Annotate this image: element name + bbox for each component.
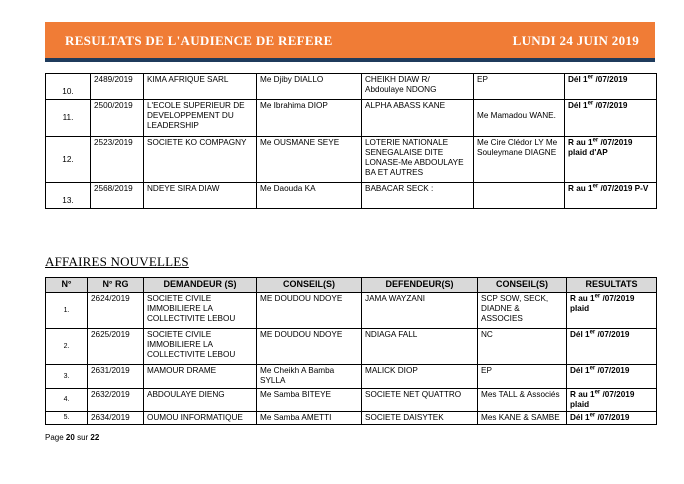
result: Dél 1er /07/2019	[567, 412, 657, 425]
total-pages: 22	[90, 433, 100, 442]
plaintiff-counsel: Me Djiby DIALLO	[257, 74, 362, 100]
defendant: MALICK DIOP	[362, 365, 478, 389]
plaintiff: MAMOUR DRAME	[144, 365, 257, 389]
page-footer	[45, 433, 99, 442]
hearing-date: LUNDI 24 JUIN 2019	[512, 33, 639, 48]
defendant: LOTERIE NATIONALE SENEGALAISE DITE LONASE-Me ABDOULAYE BA ET AUTRES	[362, 137, 474, 183]
defendant: ALPHA ABASS KANE	[362, 100, 474, 137]
plaintiff: SOCIETE CIVILE IMMOBILIERE LA COLLECTIVITE LEBOU	[144, 293, 257, 329]
defendant: JAMA WAYZANI	[362, 293, 478, 329]
defendant: SOCIETE DAISYTEK	[362, 412, 478, 425]
plaintiff-counsel: Me Ibrahima DIOP	[257, 100, 362, 137]
previous-cases-table	[45, 73, 657, 209]
table-row	[46, 74, 657, 100]
rg-number: 2632/2019	[88, 389, 144, 412]
result: Dél 1er /07/2019	[565, 100, 657, 137]
table-row	[46, 389, 657, 412]
rg-number: 2631/2019	[88, 365, 144, 389]
plaintiff: OUMOU INFORMATIQUE	[144, 412, 257, 425]
plaintiff-counsel: Me Daouda KA	[257, 183, 362, 209]
plaintiff: NDEYE SIRA DIAW	[144, 183, 257, 209]
plaintiff-counsel: ME DOUDOU NDOYE	[257, 329, 362, 365]
case-number: 4.	[46, 389, 88, 412]
defendant-counsel: Me Cire Clédor LY Me Souleymane DIAGNE	[474, 137, 565, 183]
column-header-rg: N° RG	[88, 278, 144, 293]
defendant: SOCIETE NET QUATTRO	[362, 389, 478, 412]
case-number: 10.	[46, 74, 91, 100]
table-header-row	[46, 278, 657, 293]
defendant-counsel	[474, 183, 565, 209]
defendant-counsel: Me Mamadou WANE.	[474, 100, 565, 137]
plaintiff-counsel: Me Samba BITEYE	[257, 389, 362, 412]
table-row	[46, 329, 657, 365]
defendant: BABACAR SECK :	[362, 183, 474, 209]
of-label: sur	[77, 433, 89, 442]
table-row	[46, 183, 657, 209]
rg-number: 2568/2019	[91, 183, 144, 209]
rg-number: 2500/2019	[91, 100, 144, 137]
result: R au 1er /07/2019 plaid d'AP	[565, 137, 657, 183]
table-row	[46, 365, 657, 389]
result: Dél 1er /07/2019	[565, 74, 657, 100]
result: R au 1er /07/2019 plaid	[567, 293, 657, 329]
new-cases-table	[45, 277, 657, 425]
column-header-defendant: DEFENDEUR(S)	[362, 278, 478, 293]
defendant-counsel: Mes TALL & Associés	[478, 389, 567, 412]
column-header-results: RESULTATS	[567, 278, 657, 293]
rg-number: 2624/2019	[88, 293, 144, 329]
plaintiff-counsel: Me OUSMANE SEYE	[257, 137, 362, 183]
defendant-counsel: NC	[478, 329, 567, 365]
case-number: 13.	[46, 183, 91, 209]
case-number: 11.	[46, 100, 91, 137]
column-header-number: N°	[46, 278, 88, 293]
plaintiff: ABDOULAYE DIENG	[144, 389, 257, 412]
defendant-counsel: EP	[478, 365, 567, 389]
rg-number: 2523/2019	[91, 137, 144, 183]
defendant-counsel: Mes KANE & SAMBE	[478, 412, 567, 425]
table-row	[46, 137, 657, 183]
table-row	[46, 412, 657, 425]
page-header-banner	[45, 22, 655, 62]
defendant-counsel: SCP SOW, SECK, DIADNE & ASSOCIES	[478, 293, 567, 329]
result: R au 1er /07/2019 plaid	[567, 389, 657, 412]
case-number: 12.	[46, 137, 91, 183]
section-title-new-cases: AFFAIRES NOUVELLES	[45, 254, 189, 269]
table-row	[46, 100, 657, 137]
page-label: Page	[45, 433, 64, 442]
result: Dél 1er /07/2019	[567, 365, 657, 389]
page-title: RESULTATS DE L'AUDIENCE DE REFERE	[65, 33, 333, 48]
column-header-plaintiff: DEMANDEUR (S)	[144, 278, 257, 293]
plaintiff: SOCIETE KO COMPAGNY	[144, 137, 257, 183]
result: R au 1er /07/2019 P-V	[565, 183, 657, 209]
case-number: 3.	[46, 365, 88, 389]
defendant: CHEIKH DIAW R/ Abdoulaye NDONG	[362, 74, 474, 100]
plaintiff: SOCIETE CIVILE IMMOBILIERE LA COLLECTIVITE LEBOU	[144, 329, 257, 365]
plaintiff-counsel: Me Samba AMETTI	[257, 412, 362, 425]
plaintiff-counsel: Me Cheikh A Bamba SYLLA	[257, 365, 362, 389]
result: Dél 1er /07/2019	[567, 329, 657, 365]
plaintiff: L'ECOLE SUPERIEUR DE DEVELOPPEMENT DU LEADERSHIP	[144, 100, 257, 137]
column-header-plaintiff-counsel: CONSEIL(S)	[257, 278, 362, 293]
defendant-counsel: EP	[474, 74, 565, 100]
rg-number: 2634/2019	[88, 412, 144, 425]
rg-number: 2489/2019	[91, 74, 144, 100]
case-number: 5.	[46, 412, 88, 425]
plaintiff: KIMA AFRIQUE SARL	[144, 74, 257, 100]
current-page: 20	[65, 433, 75, 442]
table-row	[46, 293, 657, 329]
case-number: 2.	[46, 329, 88, 365]
column-header-defendant-counsel: CONSEIL(S)	[478, 278, 567, 293]
plaintiff-counsel: ME DOUDOU NDOYE	[257, 293, 362, 329]
case-number: 1.	[46, 293, 88, 329]
rg-number: 2625/2019	[88, 329, 144, 365]
defendant: NDIAGA FALL	[362, 329, 478, 365]
